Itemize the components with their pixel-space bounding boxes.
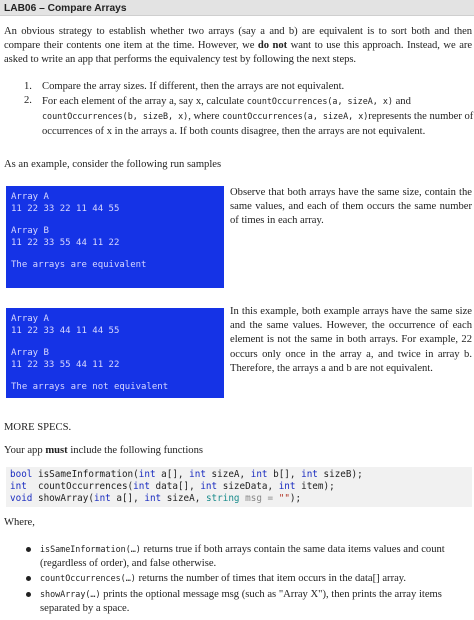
console-result: The arrays are equivalent <box>11 260 147 271</box>
must-include-line <box>4 444 472 458</box>
bullet-dot-icon <box>26 592 31 597</box>
console-run-1 <box>6 186 224 288</box>
console-label-b: Array B <box>11 226 49 237</box>
console-run-2 <box>6 308 224 398</box>
page-title: LAB06 – Compare Arrays <box>4 3 127 14</box>
run-1-note: Observe that both arrays have the same size, contain the same values, and each of them occurs the same number of times in each array. <box>230 187 472 227</box>
intro-text-1: An obvious strategy to establish whether two arrays (say a and b) are equivalent is to sort both and then compare their contents one item at the time. However, we <box>4 26 472 52</box>
console-values-a: 11 22 33 22 11 44 55 <box>11 203 120 214</box>
bullet-list <box>4 542 472 616</box>
list-item <box>4 542 472 571</box>
step-text: and <box>392 96 411 108</box>
step-item <box>4 80 474 94</box>
must-text-2: include the following functions <box>67 445 204 456</box>
code-ref: countOccurrences(…) <box>40 573 136 584</box>
code-ref: countOccurrences(a, sizeA, x) <box>246 96 393 107</box>
bullet-dot-icon <box>26 576 31 581</box>
console-label-b: Array B <box>11 348 49 359</box>
must-text-1: Your app <box>4 445 46 456</box>
must-bold: must <box>45 445 68 456</box>
bullet-text: prints the optional message msg (such as "Array X"), then prints the array items separated by a space. <box>40 588 442 614</box>
signature-line: int countOccurrences(int data[], int sizeData, int item); <box>10 480 335 492</box>
console-label-a: Array A <box>11 192 49 202</box>
step-item <box>4 94 474 139</box>
console-values-a: 11 22 33 44 11 44 55 <box>11 325 120 336</box>
example-intro: As an example, consider the following run samples <box>4 159 222 170</box>
function-signatures <box>6 467 472 507</box>
step-text: For each element of the array a, say x, calculate <box>42 96 247 108</box>
list-item <box>4 587 472 616</box>
bullet-text: returns the number of times that item occurs in the data[] array. <box>135 573 407 585</box>
code-ref: showArray(…) <box>40 588 101 599</box>
where-label: Where, <box>4 517 35 528</box>
steps-list <box>4 80 474 139</box>
intro-paragraph <box>4 25 472 68</box>
list-item <box>4 571 472 586</box>
code-ref: countOccurrences(a, sizeA, x) <box>222 111 369 122</box>
step-number: 1. <box>24 81 32 92</box>
title-bar <box>0 0 474 16</box>
code-ref: isSameInformation(…) <box>40 544 141 554</box>
console-label-a: Array A <box>11 314 49 324</box>
console-result: The arrays are not equivalent <box>11 382 169 393</box>
step-text: Compare the array sizes. If different, then the arrays are not equivalent. <box>42 81 345 92</box>
console-values-b: 11 22 33 55 44 11 22 <box>11 237 120 248</box>
step-text: represents the number of occurrences of x in the arrays a. If both counts disagree, then the arrays are not equivalent. <box>42 111 474 137</box>
intro-text-2: want to use this approach. Instead, we are asked to write an app that performs the equivalency test by following the next steps. <box>4 40 472 66</box>
signature-line: void showArray(int a[], int sizeA, string msg = ""); <box>10 492 302 504</box>
bullet-text: returns true if both arrays contain the same data items values and count (regardless of order), and false otherwise. <box>40 544 445 570</box>
intro-bold: do not <box>257 40 288 52</box>
signature-line: bool isSameInformation(int a[], int sizeA, int b[], int sizeB); <box>10 469 363 480</box>
step-text: , where <box>188 111 223 123</box>
code-ref: countOccurrences(b, sizeB, x) <box>42 111 189 122</box>
console-values-b: 11 22 33 55 44 11 22 <box>11 359 120 370</box>
step-number: 2. <box>24 95 32 107</box>
bullet-dot-icon <box>26 547 31 552</box>
more-specs-heading: MORE SPECS. <box>4 422 72 433</box>
run-2-note: In this example, both example arrays have the same size and the same values. However, the occurrence of each element is not the same in both arrays. For example, 22 occurs only once in the array a, and twice in array b. Therefore, the arrays a and b are not equivalent. <box>230 306 472 374</box>
